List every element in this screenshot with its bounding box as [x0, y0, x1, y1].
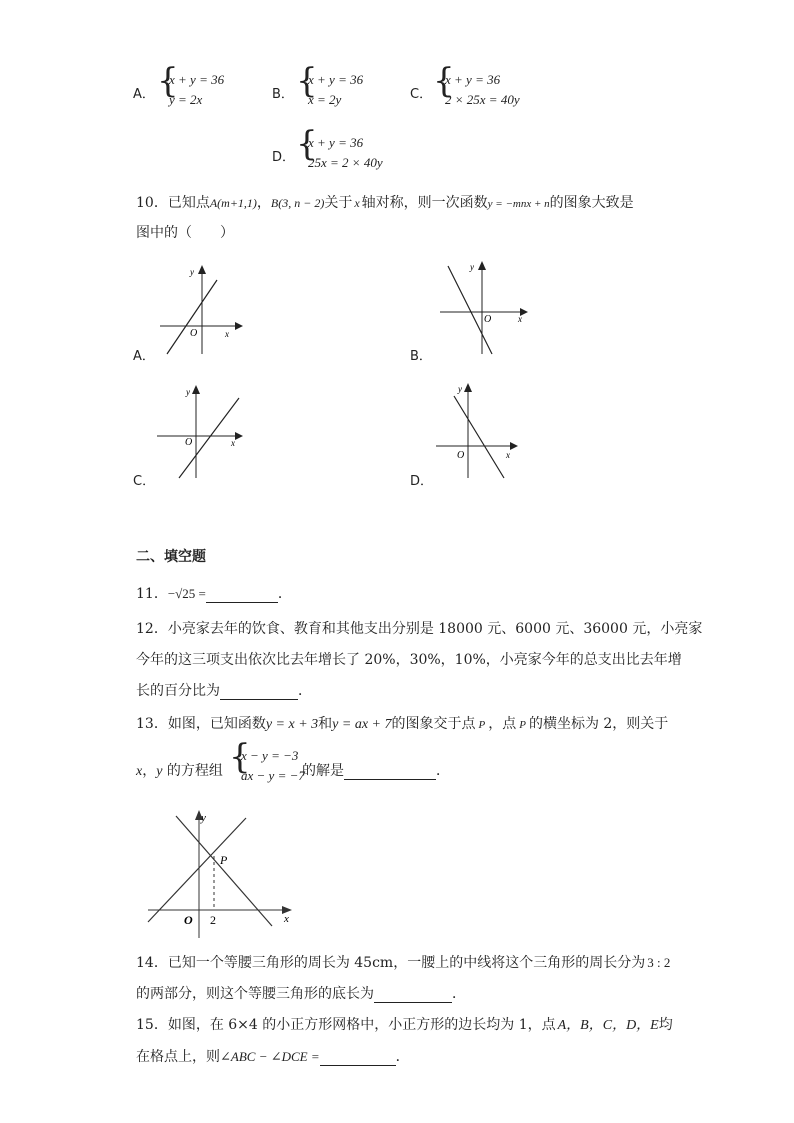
- axis-label-x: x: [284, 913, 289, 925]
- point-p: P: [478, 719, 486, 731]
- q14-line2: [136, 983, 466, 1003]
- section-title: 二、填空题: [136, 549, 206, 565]
- var-x: x: [136, 764, 143, 779]
- q10-text: 的图象大致是: [549, 195, 634, 211]
- q15-text: 在格点上，则: [136, 1049, 220, 1065]
- function-expr: y = −mnx + n: [487, 198, 550, 210]
- q15-text: 15．如图，在 6×4 的小正方形网格中，小正方形的边长均为 1，点: [136, 1017, 556, 1033]
- arrow-icon: [235, 322, 243, 330]
- option-label: C．: [133, 474, 156, 489]
- q15-end: ．: [395, 1049, 410, 1065]
- q13-graph: [142, 808, 302, 942]
- q13-end: ．: [436, 763, 450, 779]
- point-p: P: [519, 719, 526, 731]
- arrow-icon: [235, 432, 243, 440]
- q10-graph-a: [155, 262, 245, 358]
- q13-text: 的方程组: [162, 763, 223, 779]
- brace: {: [157, 61, 179, 101]
- equation: ax − y = −7: [241, 768, 305, 783]
- arrow-icon: [464, 383, 472, 392]
- q10-line1: [136, 192, 634, 212]
- points-list: A，B，C，D，E: [557, 1018, 659, 1033]
- point-a: A(m+1,1): [209, 196, 257, 210]
- option-label: D．: [272, 150, 296, 165]
- equation: 2 × 25x = 40y: [445, 92, 520, 107]
- arrow-icon: [510, 442, 518, 450]
- q11: [136, 583, 292, 603]
- arrow-icon: [192, 385, 200, 394]
- answer-blank[interactable]: [344, 765, 436, 780]
- axis-label-y: y: [190, 267, 194, 277]
- q10-graph-c: [153, 382, 247, 482]
- equation: x − y = −3: [241, 748, 299, 763]
- q10-text: 关于: [324, 195, 353, 211]
- q15-text: 均: [658, 1017, 673, 1033]
- q10-text: 轴对称，则一次函数: [361, 195, 488, 211]
- equation: x + y = 36: [445, 72, 501, 87]
- q14-text: 的两部分，则这个等腰三角形的底长为: [136, 986, 374, 1002]
- brace: {: [296, 61, 318, 101]
- ratio: 3 : 2: [647, 955, 671, 970]
- option-label: A．: [133, 87, 155, 102]
- q10-line2: 图中的（ ）: [136, 225, 234, 241]
- answer-blank[interactable]: [374, 988, 452, 1003]
- point-b: B(3, n − 2): [270, 196, 325, 210]
- q13-line1: [136, 713, 668, 733]
- q13-line2-end: [302, 760, 450, 780]
- q15-line1: [136, 1014, 673, 1034]
- equation: 25x = 2 × 40y: [308, 155, 383, 170]
- q13-text: ，: [142, 763, 157, 779]
- axis-x-var: x: [354, 196, 360, 210]
- function-2: y = ax + 7: [332, 717, 392, 732]
- option-label: A．: [133, 349, 155, 364]
- q13-text: ，点: [488, 716, 517, 732]
- q14-end: ．: [452, 986, 466, 1002]
- axis-label-x: x: [225, 329, 229, 339]
- tick-label: 2: [210, 913, 216, 927]
- option-label: B．: [272, 87, 294, 102]
- q12-line1: 12．小亮家去年的饮食、教育和其他支出分别是 18000 元、6000 元、36000 元，小亮家: [136, 621, 703, 637]
- q13-text: 13．如图，已知函数: [136, 716, 266, 732]
- q13-text: 的图象交于点: [391, 716, 476, 732]
- q12-line2: 今年的这三项支出依次比去年增长了 20%，30%，10%，小亮家今年的总支出比去年增: [136, 652, 682, 668]
- q12-text: 长的百分比为: [136, 683, 220, 699]
- arrow-icon: [478, 261, 486, 270]
- origin-label: O: [457, 450, 465, 461]
- q12-end: ．: [298, 683, 312, 699]
- equation: x + y = 36: [308, 72, 364, 87]
- axis-label-y: y: [470, 262, 474, 272]
- answer-blank[interactable]: [220, 685, 298, 700]
- q13-line2: [136, 760, 223, 780]
- q13-text: 和: [318, 716, 333, 732]
- origin-label: O: [484, 314, 492, 325]
- axis-label-y: y: [201, 812, 206, 824]
- point-label: P: [220, 853, 228, 867]
- q11-number: 11．: [136, 586, 168, 602]
- equation: x + y = 36: [308, 135, 364, 150]
- axis-label-x: x: [231, 438, 235, 448]
- answer-blank[interactable]: [206, 588, 278, 603]
- q14-text: 14．已知一个等腰三角形的周长为 45cm，一腰上的中线将这个三角形的周长分为: [136, 955, 646, 971]
- q10-text: ，: [256, 195, 271, 211]
- equation: x + y = 36: [169, 72, 225, 87]
- brace: {: [433, 61, 455, 101]
- q12-line3: [136, 680, 312, 700]
- origin-label: O: [185, 437, 193, 448]
- axis-label-y: y: [186, 387, 190, 397]
- q13-text: 的横坐标为 2，则关于: [528, 716, 669, 732]
- brace: {: [229, 737, 251, 777]
- equation: x = 2y: [308, 92, 342, 107]
- answer-blank[interactable]: [320, 1051, 396, 1066]
- option-label: B．: [410, 349, 432, 364]
- equation: y = 2x: [169, 92, 203, 107]
- brace: {: [296, 124, 318, 164]
- q11-expression: −√25 =: [167, 586, 206, 601]
- q10-graph-d: [432, 380, 522, 480]
- origin-label: O: [184, 913, 193, 927]
- function-1: y = x + 3: [265, 717, 319, 732]
- q13-text: 的解是: [302, 763, 344, 779]
- q15-line2: [136, 1046, 410, 1066]
- var-y: y: [156, 764, 163, 779]
- option-label: C．: [410, 87, 433, 102]
- q11-end: ．: [277, 586, 292, 602]
- axis-label-x: x: [518, 314, 522, 324]
- axis-label-y: y: [458, 384, 462, 394]
- axis-label-x: x: [506, 450, 510, 460]
- angle-expression: ∠ABC − ∠DCE =: [220, 1049, 320, 1064]
- q10-graph-b: [432, 258, 532, 358]
- option-label: D．: [410, 474, 434, 489]
- origin-label: O: [190, 328, 198, 339]
- arrow-icon: [198, 265, 206, 274]
- q14-line1: [136, 952, 670, 972]
- q10-text: 10．已知点: [136, 195, 210, 211]
